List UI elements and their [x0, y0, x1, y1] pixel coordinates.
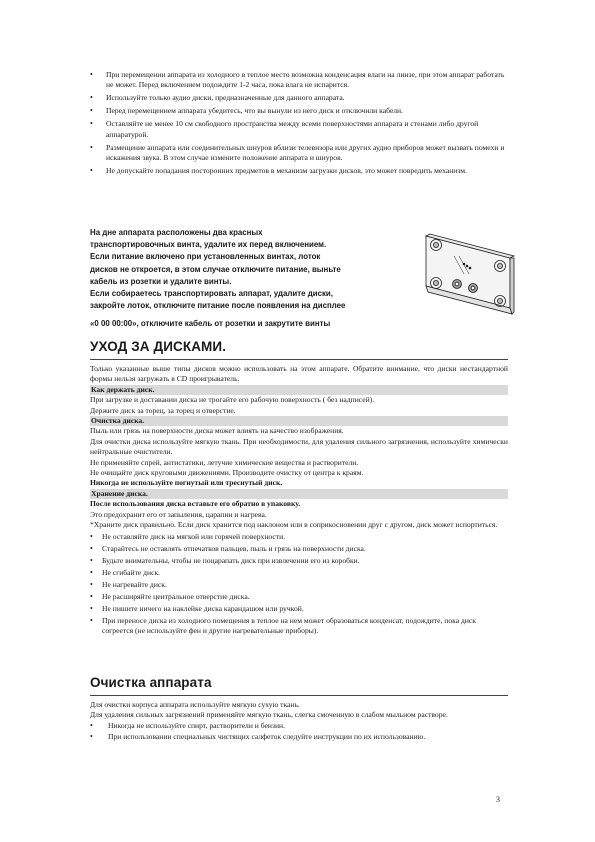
- unit-care-list: [90, 721, 508, 743]
- list-item: • При использовании специальных чистящих салфеток следуйте инструкции по их использованию.: [90, 732, 508, 742]
- transport-screws-notice: [90, 227, 420, 312]
- notice-line: транспортировочных винта, удалите их перед включением.: [90, 240, 327, 250]
- disc-care-heading: УХОД ЗА ДИСКАМИ.: [90, 339, 227, 354]
- damaged-disc-warning: Никогда не используйте погнутый или треснутый диск.: [90, 478, 283, 488]
- store-disc-text: Это предохранит его от запыления, царапин и нагрева.: [90, 509, 267, 519]
- device-bottom-illustration: [420, 228, 516, 326]
- notice-line: дисков не откроется, в этом случае отключите питание, выньте: [90, 264, 341, 274]
- heading-rule: [90, 695, 508, 696]
- list-item: • Будьте внимательны, чтобы не поцарапать диск при извлечении его из коробки.: [90, 556, 508, 566]
- hold-disc-title: Как держать диск.: [90, 385, 508, 395]
- list-item: • Никогда не используйте спирт, растворители и бензин.: [90, 721, 508, 731]
- list-item: • Оставляйте не менее 10 см свободного пространства между всеми поверхностями аппарата и стенами либо другой аппаратурой.: [90, 119, 508, 140]
- hold-disc-text: Держите диск за торец, за торец и отверстие.: [90, 405, 236, 415]
- unit-care-text: Для очистки корпуса аппарата используйте мягкую сухую ткань.: [90, 700, 300, 709]
- notice-last-line: «0 00 00:00», отключите кабель от розетки и закрутите винты: [90, 319, 331, 328]
- store-disc-text: После использования диска вставьте его обратно в упаковку.: [90, 499, 301, 509]
- notice-line: Если питание включено при установленных винтах, лоток: [90, 252, 321, 262]
- disc-storage-list: [90, 532, 508, 637]
- list-item: • При переносе диска из холодного помещения в теплое на нем может образоваться конденсат, подождите, пока диск согреется (не используйте фен и другие нагревательные приборы).: [90, 616, 508, 637]
- clean-disc-text: Для очистки диска используйте мягкую ткань. При необходимости, для удаления сильного загрязнения, используйте химически нейтральные очистители.: [90, 436, 508, 457]
- list-item: • Не расширяйте центральное отверстие диска.: [90, 592, 508, 602]
- list-item: • Не нагревайте диск.: [90, 580, 508, 590]
- list-item: • При перемещении аппарата из холодного в теплое место возможна конденсация влаги на линзе, при этом аппарат работать не может. Перед включением подождите 1-2 часа, пока влага не испарится.: [90, 70, 508, 91]
- list-item: • Не сгибайте диск.: [90, 568, 508, 578]
- heading-rule: [90, 359, 508, 360]
- clean-disc-text: Не очищайте диск круговыми движениями. Производите очистку от центра к краям.: [90, 468, 364, 478]
- clean-disc-text: Не применяйте спрей, антистатики, летучие химические вещества и растворители.: [90, 457, 359, 467]
- clean-disc-title: Очистка диска.: [90, 416, 508, 426]
- notice-line: закройте лоток, отключите питание после появления на дисплее: [90, 301, 346, 311]
- page-number: 3: [496, 795, 500, 804]
- notice-line: кабель из розетки и удалите винты.: [90, 276, 232, 286]
- unit-care-text: Для удаления сильных загрязнений применяйте мягкую ткань, слегка смоченную в слабом мыльном растворе.: [90, 710, 448, 720]
- list-item: • Не пишите ничего на наклейке диска карандашом или ручкой.: [90, 604, 508, 614]
- precautions-list: [90, 70, 508, 179]
- list-item: • Не оставляйте диск на мягкой или горячей поверхности.: [90, 532, 508, 542]
- list-item: • Размещение аппарата или соединительных шнуров вблизи телевизора или других аудио приборов может вызвать помехи и искажения звука. В этом случае измените положение аппарата и шнуров.: [90, 143, 508, 164]
- list-item: • Не допускайте попадания посторонних предметов в механизм загрузки дисков, это может повредить механизм.: [90, 166, 508, 176]
- hold-disc-text: При загрузке и доставании диска не трогайте его рабочую поверхность ( без надписей).: [90, 395, 375, 405]
- disc-care-section: [90, 364, 508, 638]
- notice-line: Если собираетесь транспортировать аппарат, удалите диски,: [90, 289, 333, 299]
- store-disc-text: *Храните диск правильно. Если диск хранится под наклоном или в соприкосновении друг с другом, диск может испортиться.: [90, 520, 498, 530]
- list-item: • Используйте только аудио диски, предназначенные для данного аппарата.: [90, 93, 508, 103]
- store-disc-title: Хранение диска.: [90, 489, 508, 499]
- disc-care-intro: Только указанные выше типы дисков можно использовать на этом аппарате. Обратите внимание, что диски нестандартной формы нельзя загружать в CD проигрыватель.: [90, 364, 508, 384]
- list-item: • Старайтесь не оставлять отпечатков пальцев, пыль и грязь на поверхности диска.: [90, 544, 508, 554]
- clean-disc-text: Пыль или грязь на поверхности диска может влиять на качество изображения.: [90, 426, 344, 436]
- notice-line: На дне аппарата расположены два красных: [90, 228, 263, 237]
- unit-care-section: [90, 700, 508, 744]
- unit-care-heading: Очистка аппарата: [90, 675, 212, 690]
- list-item: • Перед перемещением аппарата убедитесь, что вы вынули из него диск и отключили кабели.: [90, 106, 508, 116]
